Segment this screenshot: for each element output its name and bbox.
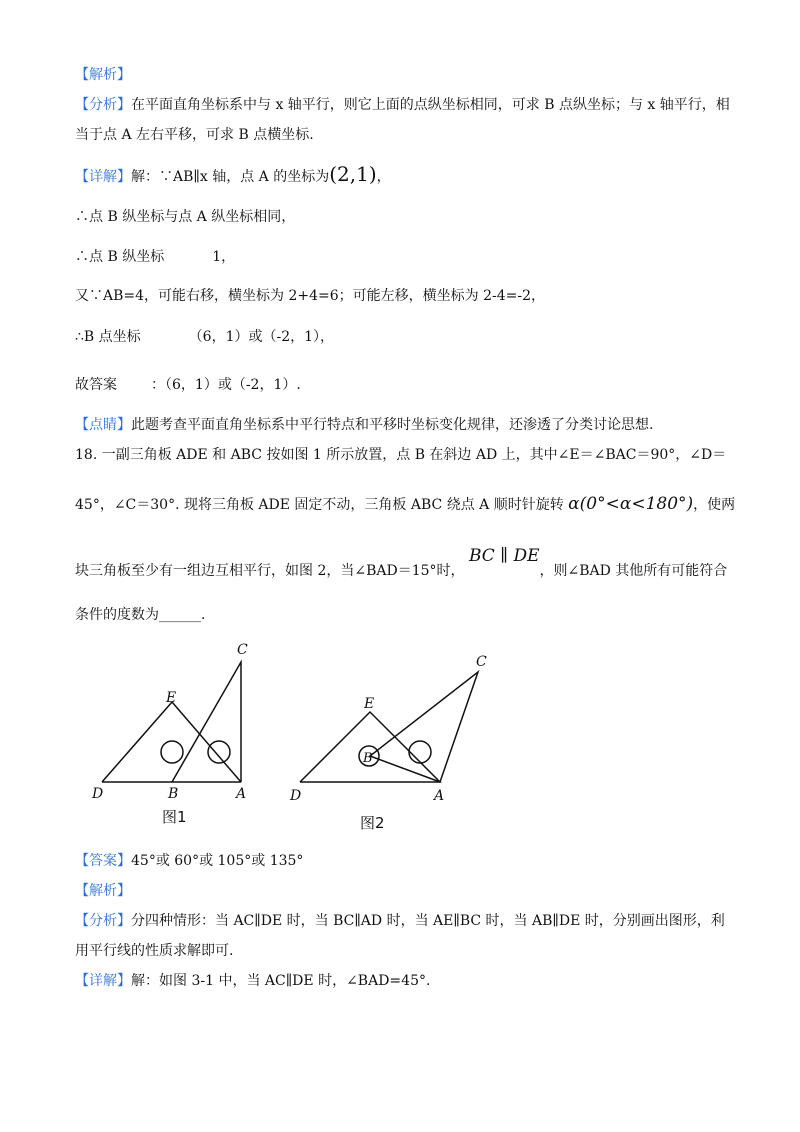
q18-line-2-end: ，使两	[693, 497, 736, 513]
q18-analysis-line-1	[75, 910, 725, 930]
analysis-heading: 【解析】	[75, 67, 131, 83]
fig2-label-d: D	[290, 788, 302, 804]
fig2-label-b: B	[363, 751, 373, 766]
analysis-text: 在平面直角坐标系中与 x 轴平行，则它上面的点纵坐标相同，可求 B 点纵坐标；与 x 轴平行，相	[131, 97, 730, 113]
fig2-triangle-ade	[300, 712, 440, 782]
step-3: 又∵AB=4，可能右移，横坐标为 2+4=6；可能左移，横坐标为 2-4=-2，	[75, 288, 546, 304]
fig1-hole-right	[208, 741, 230, 763]
fig1-triangle-ade	[102, 702, 241, 782]
fig2-caption: 图2	[360, 814, 385, 832]
fig1-label-e: E	[166, 690, 177, 706]
q18-line-1: 18. 一副三角板 ADE 和 ABC 按如图 1 所示放置，点 B 在斜边 AD 上，其中∠E＝∠BAC＝90°，∠D＝	[75, 447, 727, 463]
q18-analysis-heading: 【解析】	[75, 883, 131, 899]
fig2-label-c: C	[476, 654, 487, 670]
q18-detail-tag: 【详解】	[75, 973, 131, 989]
fig1-hole-left	[161, 741, 183, 763]
q18-line-3-b: ，则∠BAD 其他所有可能符合	[539, 563, 728, 579]
remark-line	[75, 414, 653, 434]
step-2-b: 1，	[212, 249, 236, 265]
fig1-label-b: B	[168, 786, 179, 802]
q18-line-3	[75, 546, 728, 580]
fig1-label-d: D	[92, 786, 104, 802]
q18-analysis-tag: 【分析】	[75, 913, 131, 929]
remark-text: 此题考查平面直角坐标系中平行特点和平移时坐标变化规律，还渗透了分类讨论思想.	[131, 417, 654, 433]
analysis-tag: 【分析】	[75, 97, 131, 113]
analysis-line-1	[75, 94, 730, 114]
q18-detail-line	[75, 970, 430, 990]
fig1-triangle-abc	[172, 662, 241, 782]
fig2-label-e: E	[364, 696, 375, 712]
q18-line-2-text: 45°，∠C＝30°. 现将三角板 ADE 固定不动，三角板 ABC 绕点 A 顺时针旋转	[75, 497, 564, 513]
step-2	[75, 246, 235, 266]
q18-detail-text: 解：如图 3-1 中，当 AC∥DE 时，∠BAD=45°.	[131, 973, 431, 989]
detail-comma: ，	[376, 169, 391, 185]
detail-tag: 【详解】	[75, 169, 131, 185]
fig2-hole-right	[409, 741, 431, 763]
detail-line-1	[75, 162, 391, 186]
step-2-a: ∴点 B 纵坐标	[75, 249, 165, 265]
q18-rotation-range: α(0°<α<180°)	[568, 494, 694, 514]
q18-answer-tag: 【答案】	[75, 853, 131, 869]
q18-line-2	[75, 494, 735, 514]
remark-tag: 【点睛】	[75, 417, 131, 433]
answer-b: ：（6，1）或（-2，1）.	[151, 377, 301, 393]
detail-text: 解：∵AB∥x 轴，点 A 的坐标为	[131, 169, 330, 185]
fig2-label-a: A	[434, 788, 445, 804]
q18-analysis-line-2: 用平行线的性质求解即可.	[75, 943, 234, 959]
analysis-line-2: 当于点 A 左右平移，可求 B 点横坐标.	[75, 127, 314, 143]
q18-answer-text: 45°或 60°或 105°或 135°	[131, 853, 304, 869]
step-4-a: ∴B 点坐标	[75, 329, 141, 345]
answer-line	[75, 374, 301, 394]
q18-parallel-expr: BC ∥ DE	[468, 546, 540, 566]
step-4-b: （6，1）或（-2，1），	[188, 329, 335, 345]
step-1: ∴点 B 纵坐标与点 A 纵坐标相同，	[75, 209, 296, 225]
fig1-label-c: C	[237, 642, 248, 658]
q18-analysis-text: 分四种情形：当 AC∥DE 时，当 BC∥AD 时，当 AE∥BC 时，当 AB∥DE 时，分别画出图形，利	[131, 913, 725, 929]
answer-a: 故答案	[75, 377, 117, 393]
fig1-label-a: A	[236, 786, 247, 802]
figure-1	[102, 662, 241, 782]
q18-line-4: 条件的度数为______.	[75, 607, 206, 623]
fig1-caption: 图1	[162, 808, 187, 826]
q18-answer-line	[75, 850, 303, 870]
q18-line-3-a: 块三角板至少有一组边互相平行，如图 2，当∠BAD＝15°时，	[75, 563, 465, 579]
point-a-coords: (2,1)	[329, 162, 377, 186]
triangle-figures	[80, 640, 520, 840]
step-4	[75, 326, 334, 346]
figure-2	[300, 672, 478, 782]
